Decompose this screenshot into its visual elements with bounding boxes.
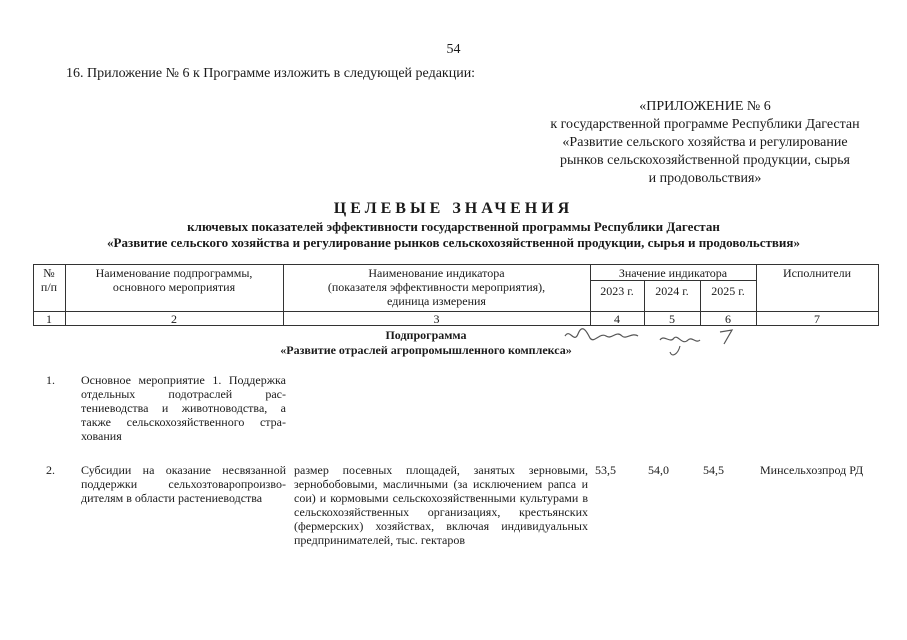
header-indicator	[283, 266, 590, 308]
subprogram-heading	[256, 328, 596, 358]
row-1-num: 1.	[46, 373, 55, 387]
appendix-line-2: к государственной программе Республики Дагестан	[550, 117, 860, 132]
row-2-indicator: размер посевных площадей, занятых зерновыми, зернобобовыми, масличными (за исключением рапса и сои) и кормовыми сельскохозяйственными культурами в сельскохозяйственных организациях, крестьянских (фермерских) хозяйствах, включая индивидуальных предпринимателей, тыс. гектаров	[294, 463, 588, 547]
intro-text: 16. Приложение № 6 к Программе изложить в следующей редакции:	[66, 66, 476, 81]
subprogram-line-1: Подпрограмма	[385, 328, 467, 342]
row-1-name: Основное мероприятие 1. Поддержка отдельных подотраслей растениеводства и животноводства, а также сельскохозяйственного страхования	[81, 373, 286, 443]
header-2025: 2025 г.	[711, 284, 745, 298]
header-indicator-line-1: Наименование индикатора	[368, 266, 505, 280]
row-2-num: 2.	[46, 463, 55, 477]
appendix-line-4: рынков сельскохозяйственной продукции, сырья	[560, 153, 850, 168]
appendix-line-5: и продовольствия»	[648, 171, 762, 186]
handwritten-note	[560, 322, 760, 364]
subprogram-line-2: «Развитие отраслей агропромышленного комплекса»	[280, 343, 572, 357]
row-2-name: Субсидии на оказание несвязанной поддержки сельхозтоваропроизводителям в области растениеводства	[81, 463, 286, 505]
header-executors: Исполнители	[782, 266, 852, 280]
col-number-5: 5	[669, 312, 675, 326]
col-number-6: 6	[725, 312, 731, 326]
table-header	[33, 264, 879, 326]
header-indicator-line-2: (показателя эффективности мероприятия),	[327, 280, 546, 294]
appendix-line-1: «ПРИЛОЖЕНИЕ № 6	[639, 99, 771, 114]
col-number-1: 1	[46, 312, 52, 326]
appendix-line-3: «Развитие сельского хозяйства и регулирование	[562, 135, 848, 150]
document-subtitle	[0, 219, 907, 251]
header-2023: 2023 г.	[600, 284, 634, 298]
header-value: Значение индикатора	[618, 266, 728, 280]
subtitle-line-1: ключевых показателей эффективности государственной программы Республики Дагестан	[187, 219, 720, 234]
header-indicator-line-3: единица измерения	[387, 294, 486, 308]
appendix-header	[520, 98, 890, 188]
row-2-value-2024: 54,0	[648, 463, 669, 477]
col-number-3: 3	[433, 312, 440, 326]
row-2-value-2023: 53,5	[595, 463, 616, 477]
col-number-4: 4	[614, 312, 620, 326]
col-number-2: 2	[171, 312, 177, 326]
header-2024: 2024 г.	[655, 284, 689, 298]
document-title: ЦЕЛЕВЫЕ ЗНАЧЕНИЯ	[333, 200, 574, 217]
header-num	[33, 266, 65, 294]
header-num-line-1: №	[43, 266, 55, 280]
header-subprogram-line-2: основного мероприятия	[112, 280, 236, 294]
subtitle-line-2: «Развитие сельского хозяйства и регулирование рынков сельскохозяйственной продукции, сырья и продовольствия»	[107, 235, 800, 250]
col-number-7: 7	[814, 312, 820, 326]
header-subprogram	[65, 266, 283, 294]
header-subprogram-line-1: Наименование подпрограммы,	[95, 266, 253, 280]
row-2-executor: Минсельхозпрод РД	[760, 463, 864, 477]
row-2-value-2025: 54,5	[703, 463, 724, 477]
header-num-line-2: п/п	[40, 280, 58, 294]
page-number: 54	[446, 42, 461, 57]
